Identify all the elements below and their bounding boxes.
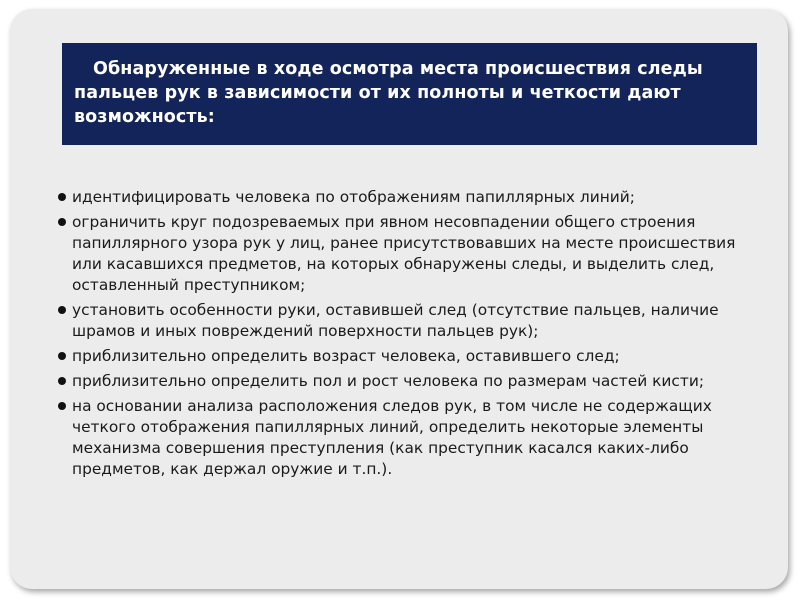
bullet-text: установить особенности руки, оставившей след (отсутствие пальцев, наличие шрамов и иных повреждений поверхности пальцев рук);: [72, 301, 719, 340]
bullet-text: ограничить круг подозреваемых при явном несовпадении общего строения папиллярного узора рук у лиц, ранее присутствовавших на месте происшествия или касавшихся предметов, на которых обнаружены следы, и выделить след, оставленный преступником;: [72, 213, 736, 294]
list-item: [58, 346, 758, 367]
bullet-text: приблизительно определить возраст человека, оставившего след;: [72, 347, 620, 365]
list-item: [58, 187, 758, 208]
slide-title: Обнаруженные в ходе осмотра места происшествия следы пальцев рук в зависимости от их полноты и четкости дают возможность:: [74, 59, 703, 127]
bullet-text: на основании анализа расположения следов рук, в том числе не содержащих четкого отображения папиллярных линий, определить некоторые элементы механизма совершения преступления (как преступник касался каких-либо предметов, как держал оружие и т.п.).: [72, 397, 712, 478]
title-box: [62, 43, 757, 145]
bullet-icon: [58, 306, 66, 314]
bullet-list: [58, 187, 758, 484]
bullet-icon: [58, 218, 66, 226]
list-item: [58, 371, 758, 392]
bullet-text: приблизительно определить пол и рост человека по размерам частей кисти;: [72, 372, 705, 390]
list-item: [58, 300, 758, 342]
list-item: [58, 396, 758, 480]
bullet-icon: [58, 193, 66, 201]
bullet-text: идентифицировать человека по отображениям папиллярных линий;: [72, 188, 635, 206]
bullet-icon: [58, 402, 66, 410]
bullet-icon: [58, 352, 66, 360]
bullet-icon: [58, 377, 66, 385]
list-item: [58, 212, 758, 296]
